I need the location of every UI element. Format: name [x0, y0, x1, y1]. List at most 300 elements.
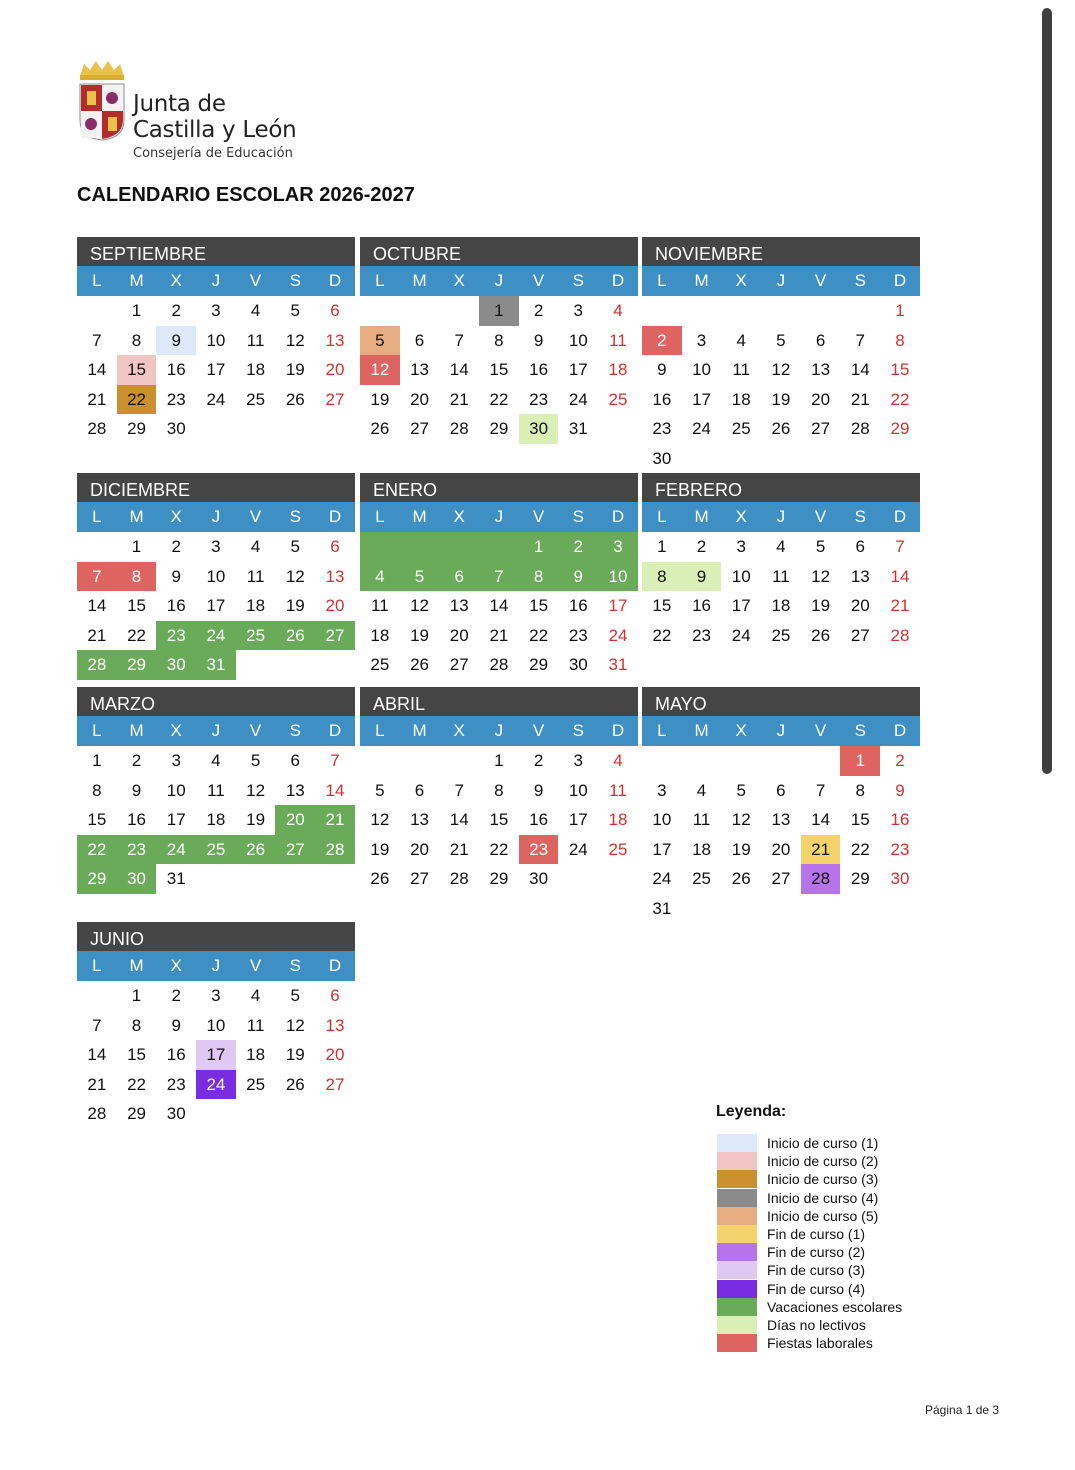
day-cell: 19: [410, 625, 429, 645]
day-cell: 23: [519, 835, 559, 865]
day-cell: 3: [736, 537, 746, 556]
day-cell: 15: [529, 596, 549, 616]
weekday-label: D: [328, 721, 342, 740]
weekday-label: X: [170, 507, 182, 526]
day-cell: 5: [250, 751, 261, 770]
day-cell: 25: [370, 655, 390, 675]
month-block: [77, 237, 355, 444]
day-cell: 11: [246, 330, 265, 350]
day-cell: 3: [573, 301, 584, 320]
day-cell: 27: [449, 655, 469, 675]
month-title: FEBRERO: [642, 473, 920, 502]
day-cell: 20: [850, 596, 870, 616]
day-cell: 22: [652, 625, 672, 645]
day-cell: 15: [127, 1045, 146, 1065]
day-cell: 8: [494, 780, 504, 800]
day-cell: 27: [315, 621, 355, 651]
day-cell: 11: [772, 566, 790, 586]
day-cell: 4: [736, 330, 746, 350]
day-cell: 26: [771, 419, 791, 439]
day-cell: 2: [642, 326, 682, 356]
day-cell: 8: [855, 780, 866, 800]
legend-label: Inicio de curso (5): [767, 1207, 879, 1224]
day-cell: 13: [850, 566, 870, 586]
day-cell: 28: [87, 1104, 107, 1124]
weekday-label: S: [289, 271, 301, 290]
day-cell: 1: [131, 301, 142, 320]
empty-day-cell: [400, 532, 440, 562]
day-cell: 24: [652, 869, 672, 889]
weekday-header: [360, 502, 638, 532]
weekday-header: [77, 266, 355, 296]
day-cell: 10: [568, 780, 588, 800]
weekday-label: S: [572, 507, 584, 526]
weekday-label: S: [289, 721, 301, 740]
day-cell: 29: [529, 655, 549, 675]
weekday-label: X: [453, 721, 465, 740]
day-cell: 21: [87, 1074, 107, 1094]
day-cell: 7: [92, 1015, 102, 1035]
legend-label: Inicio de curso (2): [767, 1153, 879, 1170]
day-cell: 30: [156, 650, 196, 680]
weekday-label: D: [611, 507, 625, 526]
legend-item: [717, 1280, 902, 1298]
day-cell: 12: [771, 360, 791, 380]
day-cell: 31: [196, 650, 236, 680]
day-cell: 30: [117, 864, 157, 894]
day-cell: 23: [166, 389, 186, 409]
day-cell: 20: [410, 389, 429, 409]
day-cell: 26: [275, 621, 315, 651]
day-cell: 2: [171, 301, 181, 320]
day-cell: 25: [608, 839, 628, 859]
weekday-label: J: [494, 271, 504, 290]
day-cell: 2: [533, 301, 544, 320]
day-cell: 6: [414, 780, 425, 800]
day-cell: 29: [489, 419, 509, 439]
day-cell: 6: [330, 301, 340, 320]
day-cell: 13: [325, 330, 345, 350]
weekday-header: [360, 716, 638, 746]
legend-label: Días no lectivos: [767, 1316, 866, 1333]
day-cell: 7: [454, 780, 464, 800]
day-cell: 26: [285, 389, 305, 409]
day-cell: 4: [776, 537, 786, 556]
coat-of-arms-icon: [76, 58, 128, 142]
day-cell: 27: [410, 419, 429, 439]
day-cell: 4: [211, 751, 221, 770]
day-cell: 18: [246, 1045, 266, 1065]
day-cell: 1: [519, 532, 559, 562]
empty-day-cell: [801, 296, 841, 326]
day-cell: 12: [410, 596, 429, 616]
day-cell: 13: [325, 566, 345, 586]
weekday-label: X: [453, 507, 465, 526]
weekday-label: L: [92, 956, 102, 975]
day-cell: 15: [127, 596, 146, 616]
month-title: OCTUBRE: [360, 237, 638, 266]
day-cell: 26: [811, 625, 831, 645]
day-cell: 10: [652, 810, 672, 830]
day-cell: 2: [696, 537, 707, 556]
weekday-label: V: [532, 721, 545, 740]
weekday-label: M: [412, 271, 427, 290]
month-title: MAYO: [642, 687, 920, 716]
legend-label: Inicio de curso (3): [767, 1171, 879, 1188]
empty-day-cell: [840, 296, 880, 326]
empty-day-cell: [439, 296, 479, 326]
day-cell: 27: [325, 1074, 345, 1094]
weekday-label: J: [211, 271, 221, 290]
day-cell: 11: [609, 330, 627, 350]
day-cell: 15: [117, 355, 157, 385]
legend-label: Fiestas laborales: [767, 1335, 873, 1352]
weekday-label: V: [532, 271, 545, 290]
day-cell: 16: [652, 389, 672, 409]
day-cell: 14: [449, 810, 469, 830]
day-cell: 21: [850, 389, 870, 409]
month-title: MARZO: [77, 687, 355, 716]
day-cell: 16: [529, 360, 549, 380]
weekday-label: X: [170, 271, 182, 290]
legend-swatch: [717, 1152, 757, 1170]
weekday-header: [77, 502, 355, 532]
weekday-label: V: [249, 956, 262, 975]
day-cell: 17: [731, 596, 751, 616]
day-cell: 28: [449, 419, 469, 439]
weekday-label: L: [375, 271, 385, 290]
legend-item: [717, 1225, 902, 1243]
day-grid: [360, 746, 638, 894]
empty-day-cell: [721, 746, 761, 776]
legend-swatch: [717, 1207, 757, 1225]
weekday-label: S: [854, 271, 866, 290]
day-cell: 6: [815, 330, 826, 350]
day-cell: 19: [771, 389, 791, 409]
legend-item: [717, 1316, 902, 1334]
day-cell: 17: [608, 596, 628, 616]
day-cell: 7: [479, 562, 519, 592]
day-cell: 5: [776, 330, 786, 350]
day-cell: 26: [370, 869, 390, 889]
weekday-label: V: [814, 507, 827, 526]
vertical-scrollbar[interactable]: [1042, 8, 1052, 774]
month-title: NOVIEMBRE: [642, 237, 920, 266]
day-cell: 20: [325, 596, 345, 616]
day-cell: 24: [196, 621, 236, 651]
day-cell: 6: [439, 562, 479, 592]
month-block: [77, 687, 355, 894]
day-cell: 15: [489, 810, 509, 830]
weekday-label: X: [170, 721, 182, 740]
day-cell: 16: [890, 810, 910, 830]
day-cell: 9: [533, 330, 544, 350]
day-grid: [642, 532, 920, 650]
day-cell: 13: [410, 360, 429, 380]
day-cell: 17: [196, 1040, 236, 1070]
day-cell: 11: [246, 566, 265, 586]
weekday-label: V: [814, 271, 827, 290]
day-cell: 22: [890, 389, 910, 409]
legend-swatch: [717, 1225, 757, 1243]
weekday-label: V: [532, 507, 545, 526]
weekday-label: D: [611, 721, 625, 740]
day-cell: 11: [246, 1015, 265, 1035]
day-cell: 27: [275, 835, 315, 865]
day-cell: 13: [811, 360, 831, 380]
org-name-line2: Castilla y León: [133, 117, 297, 143]
weekday-header: [360, 266, 638, 296]
weekday-label: S: [854, 721, 866, 740]
weekday-label: S: [572, 271, 584, 290]
day-cell: 30: [529, 869, 549, 889]
day-cell: 16: [166, 1045, 186, 1065]
day-cell: 12: [285, 1015, 305, 1035]
day-cell: 27: [811, 419, 831, 439]
day-cell: 23: [568, 625, 588, 645]
day-cell: 9: [558, 562, 598, 592]
weekday-label: X: [170, 956, 182, 975]
weekday-label: V: [814, 721, 827, 740]
legend-swatch: [717, 1316, 757, 1334]
day-cell: 6: [855, 537, 866, 556]
month-title: DICIEMBRE: [77, 473, 355, 502]
day-cell: 29: [127, 1104, 146, 1124]
legend-swatch: [717, 1243, 757, 1261]
day-cell: 14: [890, 566, 910, 586]
day-cell: 22: [489, 839, 509, 859]
day-cell: 15: [890, 360, 910, 380]
day-cell: 7: [330, 751, 340, 770]
day-cell: 20: [275, 805, 315, 835]
legend-item: [717, 1243, 902, 1261]
day-cell: 24: [568, 389, 588, 409]
day-cell: 31: [652, 898, 672, 918]
weekday-label: D: [328, 271, 342, 290]
day-cell: 12: [370, 810, 390, 830]
empty-day-cell: [400, 296, 440, 326]
empty-day-cell: [77, 532, 117, 562]
day-cell: 30: [652, 448, 672, 468]
day-cell: 7: [815, 780, 826, 800]
day-cell: 24: [206, 389, 226, 409]
month-block: [360, 237, 638, 444]
day-cell: 10: [166, 780, 186, 800]
day-cell: 16: [568, 596, 588, 616]
day-cell: 8: [131, 330, 142, 350]
day-cell: 6: [330, 986, 340, 1005]
day-cell: 31: [568, 419, 588, 439]
day-cell: 25: [771, 625, 791, 645]
day-cell: 3: [211, 537, 221, 556]
day-cell: 12: [285, 566, 305, 586]
legend-label: Fin de curso (1): [767, 1226, 866, 1243]
day-cell: 20: [449, 625, 469, 645]
day-cell: 24: [692, 419, 711, 439]
day-cell: 13: [410, 810, 429, 830]
day-cell: 16: [692, 596, 711, 616]
day-cell: 30: [568, 655, 588, 675]
day-grid: [642, 746, 920, 924]
day-cell: 5: [736, 780, 746, 800]
legend-swatch: [717, 1261, 757, 1279]
day-cell: 1: [494, 751, 504, 770]
day-grid: [77, 746, 355, 894]
day-cell: 7: [855, 330, 866, 350]
day-cell: 29: [77, 864, 117, 894]
day-cell: 1: [92, 751, 102, 770]
weekday-label: X: [735, 507, 747, 526]
legend-swatch: [717, 1189, 757, 1207]
weekday-label: D: [328, 956, 342, 975]
day-cell: 13: [285, 780, 305, 800]
legend-item: [717, 1152, 902, 1170]
day-cell: 15: [850, 810, 870, 830]
legend-label: Fin de curso (3): [767, 1262, 866, 1279]
day-cell: 30: [166, 1104, 186, 1124]
day-cell: 18: [246, 596, 266, 616]
day-cell: 28: [801, 864, 841, 894]
day-cell: 13: [325, 1015, 345, 1035]
weekday-header: [642, 716, 920, 746]
weekday-header: [77, 951, 355, 981]
day-cell: 18: [692, 839, 711, 859]
day-cell: 6: [414, 330, 425, 350]
legend-item: [717, 1207, 902, 1225]
empty-day-cell: [360, 296, 400, 326]
legend-item: [717, 1334, 902, 1352]
weekday-label: M: [694, 507, 709, 526]
weekday-label: M: [129, 507, 144, 526]
weekday-label: J: [211, 507, 221, 526]
day-cell: 11: [371, 596, 389, 616]
day-cell: 6: [290, 751, 301, 770]
day-cell: 10: [206, 330, 226, 350]
day-cell: 14: [87, 596, 107, 616]
day-cell: 1: [895, 301, 905, 320]
day-cell: 2: [131, 751, 142, 770]
day-cell: 22: [127, 625, 146, 645]
junta-logo: [76, 58, 316, 168]
day-cell: 5: [290, 986, 301, 1005]
day-cell: 20: [325, 360, 345, 380]
day-cell: 9: [171, 1015, 181, 1035]
legend-item: [717, 1134, 902, 1152]
empty-day-cell: [360, 746, 400, 776]
day-cell: 3: [696, 330, 707, 350]
empty-day-cell: [682, 296, 722, 326]
weekday-label: D: [893, 271, 907, 290]
day-cell: 14: [325, 780, 345, 800]
day-cell: 26: [285, 1074, 305, 1094]
weekday-label: D: [611, 271, 625, 290]
day-cell: 22: [529, 625, 549, 645]
day-cell: 30: [166, 419, 186, 439]
day-cell: 26: [370, 419, 390, 439]
day-cell: 22: [850, 839, 870, 859]
day-cell: 17: [568, 360, 588, 380]
day-cell: 1: [479, 296, 519, 326]
day-cell: 1: [840, 746, 880, 776]
day-cell: 21: [890, 596, 910, 616]
day-cell: 18: [731, 389, 751, 409]
day-cell: 10: [206, 566, 226, 586]
day-cell: 29: [489, 869, 509, 889]
day-cell: 3: [211, 986, 221, 1005]
month-block: [360, 687, 638, 894]
day-cell: 2: [171, 537, 181, 556]
empty-day-cell: [439, 532, 479, 562]
day-cell: 22: [489, 389, 509, 409]
month-block: [360, 473, 638, 680]
day-cell: 5: [815, 537, 826, 556]
day-cell: 19: [285, 596, 305, 616]
day-cell: 17: [692, 389, 711, 409]
empty-day-cell: [761, 296, 801, 326]
day-cell: 14: [811, 810, 831, 830]
weekday-label: V: [249, 721, 262, 740]
weekday-label: L: [657, 507, 667, 526]
month-block: [77, 922, 355, 1129]
day-cell: 15: [489, 360, 509, 380]
day-cell: 17: [166, 810, 186, 830]
weekday-label: V: [249, 271, 262, 290]
day-cell: 23: [166, 1074, 186, 1094]
day-cell: 2: [171, 986, 181, 1005]
day-cell: 5: [290, 537, 301, 556]
day-cell: 16: [166, 360, 186, 380]
day-cell: 28: [890, 625, 910, 645]
day-cell: 25: [246, 1074, 266, 1094]
day-cell: 17: [568, 810, 588, 830]
day-cell: 11: [732, 360, 751, 380]
weekday-header: [77, 716, 355, 746]
day-cell: 25: [236, 621, 276, 651]
day-cell: 19: [731, 839, 751, 859]
day-cell: 14: [87, 360, 107, 380]
legend-swatch: [717, 1170, 757, 1188]
empty-day-cell: [77, 981, 117, 1011]
legend-swatch: [717, 1280, 757, 1298]
day-grid: [77, 532, 355, 680]
day-cell: 18: [246, 360, 266, 380]
day-cell: 9: [156, 326, 196, 356]
day-cell: 4: [250, 986, 261, 1005]
day-cell: 25: [246, 389, 266, 409]
weekday-label: S: [289, 507, 301, 526]
empty-day-cell: [761, 746, 801, 776]
day-cell: 4: [613, 751, 623, 770]
weekday-label: L: [92, 507, 102, 526]
day-cell: 11: [692, 810, 711, 830]
day-cell: 7: [454, 330, 464, 350]
day-cell: 9: [533, 780, 544, 800]
month-title: ENERO: [360, 473, 638, 502]
day-cell: 27: [410, 869, 429, 889]
day-cell: 25: [608, 389, 628, 409]
day-cell: 23: [890, 839, 910, 859]
empty-day-cell: [682, 746, 722, 776]
day-cell: 23: [529, 389, 549, 409]
day-cell: 14: [87, 1045, 107, 1065]
day-cell: 8: [117, 562, 157, 592]
empty-day-cell: [801, 746, 841, 776]
day-cell: 19: [370, 839, 390, 859]
day-grid: [77, 296, 355, 444]
weekday-label: M: [694, 271, 709, 290]
day-cell: 18: [370, 625, 390, 645]
empty-day-cell: [77, 296, 117, 326]
